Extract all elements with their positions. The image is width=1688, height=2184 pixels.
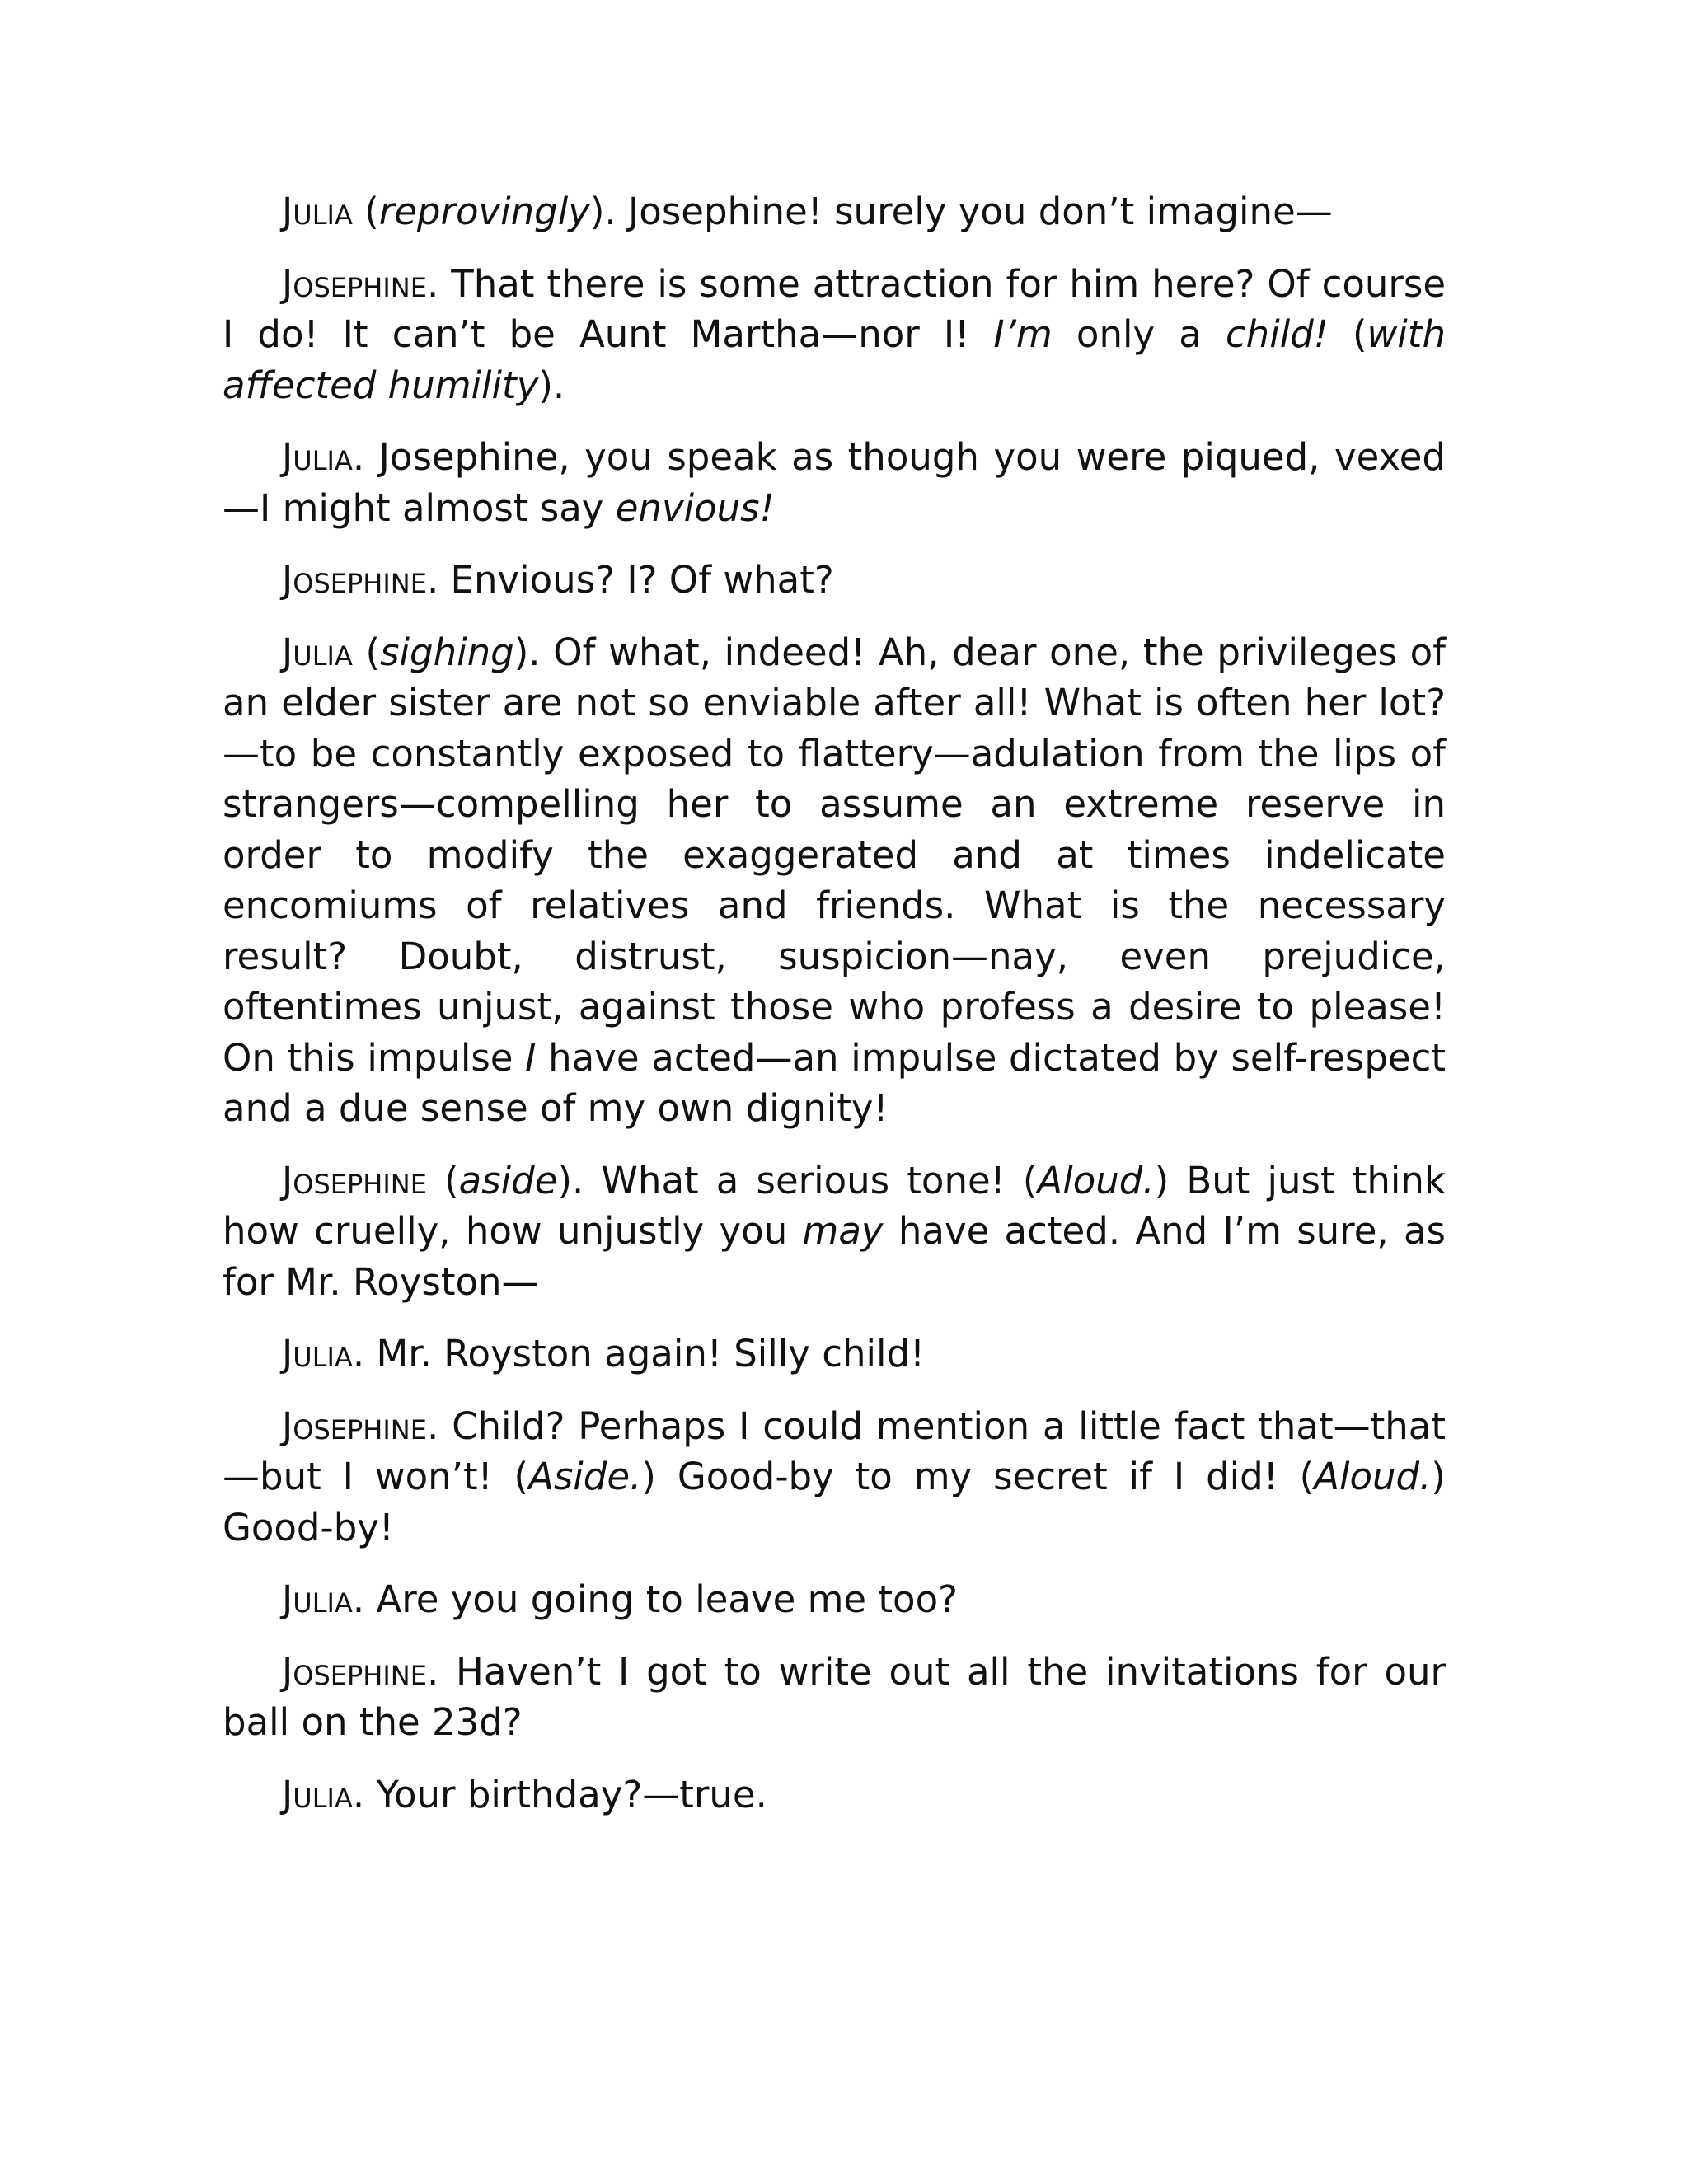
dialogue-text: ). What a serious tone! ( [557, 1158, 1038, 1202]
dialogue-text: . Mr. Royston again! Silly child! [352, 1332, 926, 1376]
italic-text: aside [458, 1158, 558, 1202]
dialogue-text: . Your birthday?—true. [352, 1772, 767, 1816]
dialogue-paragraph [223, 1329, 1446, 1380]
speaker-name: Josephine [282, 261, 427, 306]
dialogue-text: have acted. And I’m sure, as for Mr. Royston— [223, 1209, 1446, 1304]
dialogue-text: . Child? Perhaps I could mention a little fact that—that —but I won’t! ( [223, 1404, 1446, 1498]
italic-text: reprovingly [378, 190, 590, 233]
italic-text: sighing [380, 630, 514, 674]
dialogue-paragraph [223, 1574, 1446, 1625]
dialogue-text: ). [538, 363, 565, 407]
dialogue-paragraph [223, 1769, 1446, 1821]
italic-text: I’m [993, 312, 1053, 356]
italic-text: with affected humility [223, 312, 1446, 407]
speaker-name: Julia [282, 1332, 353, 1376]
speaker-name: Josephine [282, 1158, 427, 1202]
dialogue-text: . Josephine, you speak as though you were piqued, vexed —I might almost say [223, 435, 1446, 530]
dialogue-text: . That there is some attraction for him here? Of course I do! It can’t be Aunt Martha—nor I! [223, 261, 1446, 356]
italic-text: Aside. [528, 1455, 642, 1498]
dialogue-text: ( [1328, 312, 1367, 356]
dialogue-text: ) Good-by! [223, 1455, 1446, 1549]
speaker-name: Julia [282, 1772, 353, 1816]
dialogue-paragraph [223, 555, 1446, 606]
dialogue-text: . Haven’t I got to write out all the invitations for our ball on the 23d? [223, 1649, 1446, 1744]
italic-text: Aloud. [1037, 1158, 1155, 1202]
italic-text: child! [1225, 312, 1329, 356]
dialogue-text: ( [352, 630, 381, 674]
italic-text: envious! [615, 485, 775, 530]
dialogue-text: ( [426, 1158, 459, 1202]
document-page [223, 186, 1446, 1841]
dialogue-text: have acted—an impulse dictated by self-respect and a due sense of my own dignity! [223, 1035, 1446, 1130]
dialogue-text: . Envious? I? Of what? [426, 558, 834, 602]
speaker-name: Julia [282, 630, 353, 674]
dialogue-text: ). Of what, indeed! Ah, dear one, the privileges of an elder sister are not so enviable after all! What is often her lot?—to be constantly exposed to flattery—adulation from the lips of strangers—compelling her to assume an extreme reserve in order to modify the exaggerated and at times indelicate encomiums of relatives and friends. What is the necessary result? Doubt, distrust, suspicion—nay, even prejudice, oftentimes unjust, against those who profess a desire to please! On this impulse [223, 630, 1446, 1080]
speaker-name: Josephine [282, 1649, 427, 1694]
italic-text: Aloud. [1314, 1455, 1432, 1498]
speaker-name: Julia [282, 435, 353, 479]
speaker-name: Julia [282, 190, 353, 233]
dialogue-text: ) But just think how cruelly, how unjustly you [223, 1158, 1446, 1253]
dialogue-paragraph [223, 432, 1446, 533]
dialogue-text: ). Josephine! surely you don’t imagine— [589, 190, 1333, 233]
dialogue-paragraph [223, 259, 1446, 411]
italic-text: I [525, 1035, 537, 1080]
dialogue-paragraph [223, 1401, 1446, 1554]
italic-text: may [802, 1209, 884, 1253]
dialogue-text: only a [1052, 312, 1226, 356]
dialogue-text: . Are you going to leave me too? [352, 1577, 959, 1621]
speaker-name: Josephine [282, 1404, 427, 1448]
dialogue-paragraph [223, 186, 1446, 237]
speaker-name: Julia [282, 1577, 353, 1621]
speaker-name: Josephine [282, 558, 427, 602]
dialogue-text: ) Good-by to my secret if I did! ( [641, 1455, 1315, 1498]
dialogue-paragraph [223, 1647, 1446, 1748]
dialogue-text: ( [352, 190, 379, 233]
dialogue-paragraph [223, 627, 1446, 1134]
dialogue-paragraph [223, 1155, 1446, 1308]
